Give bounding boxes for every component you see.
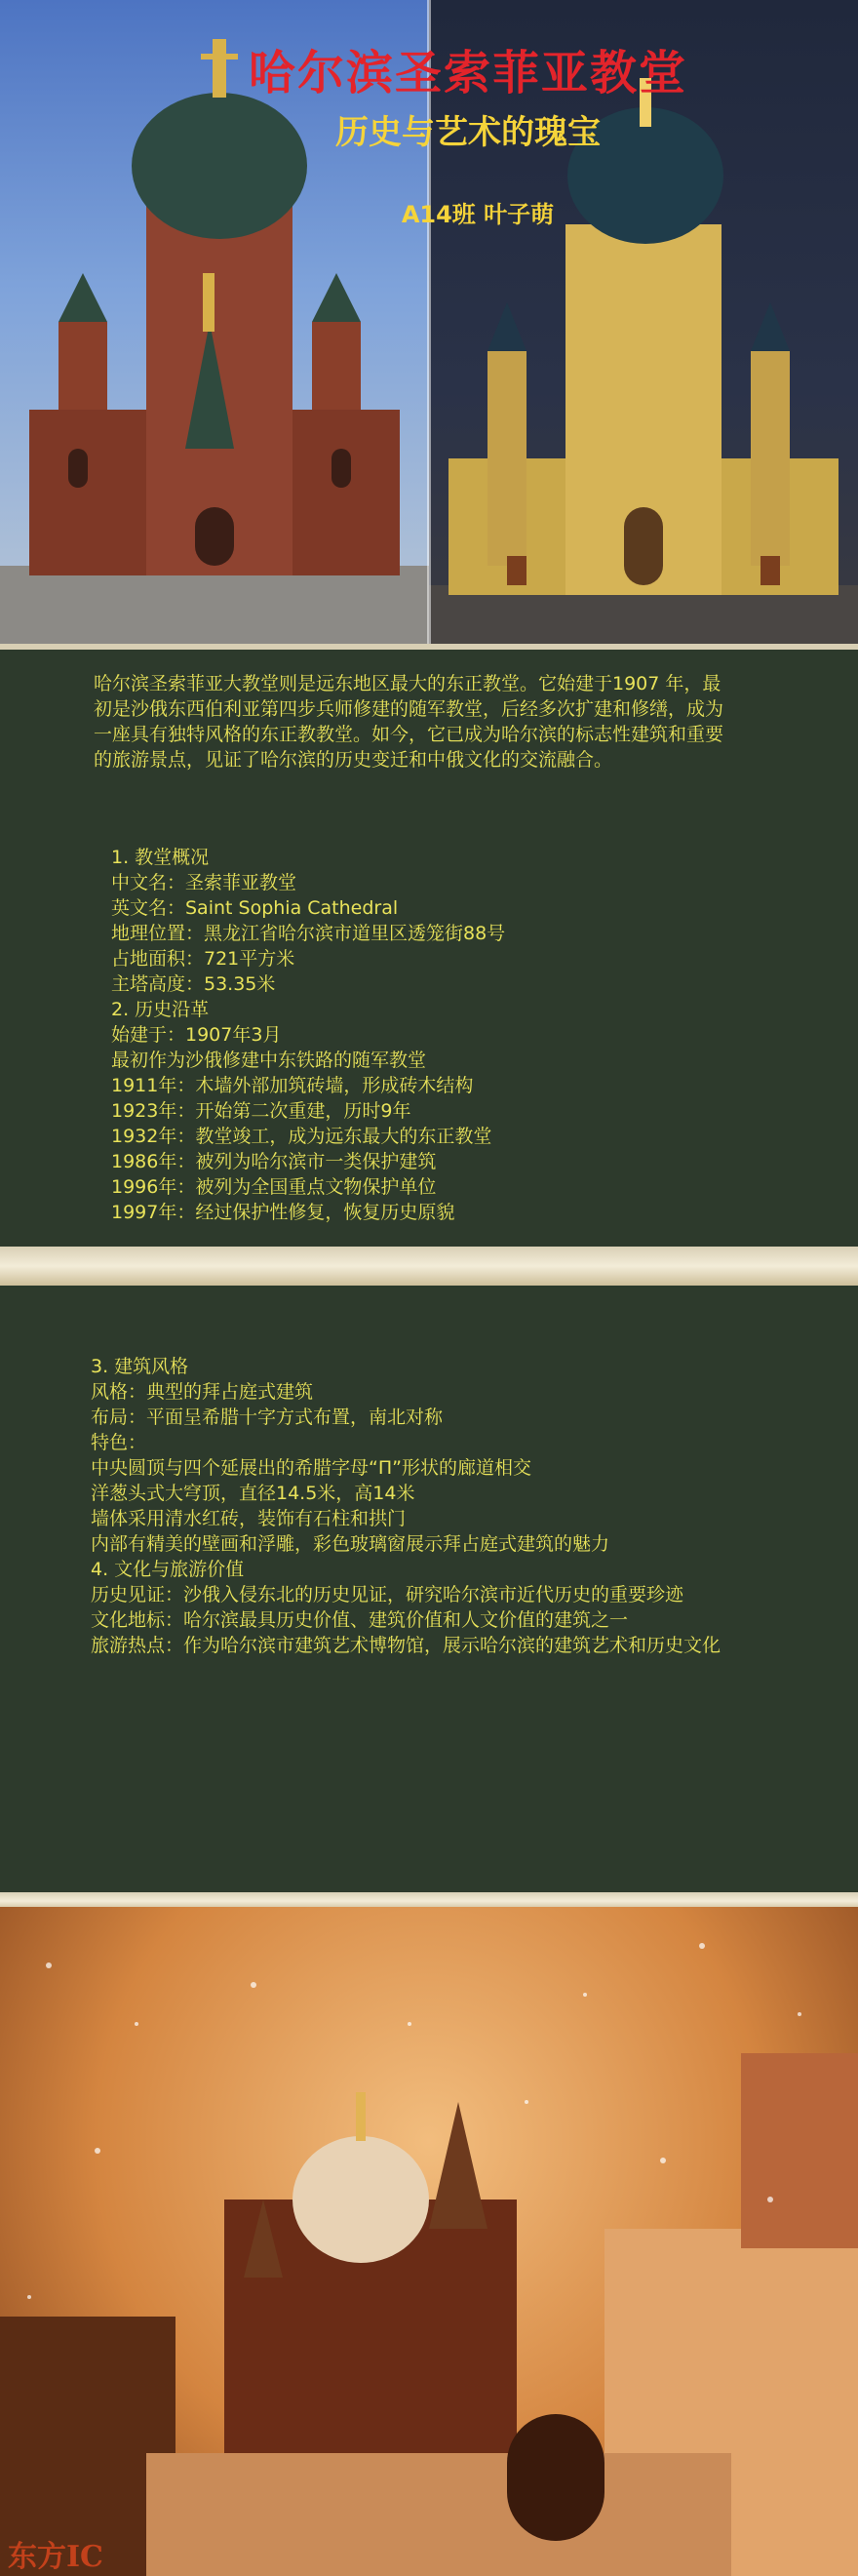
text-line: 占地面积：721平方米 xyxy=(111,948,295,970)
author-label: A14班 叶子萌 xyxy=(401,201,555,228)
text-line: 1996年：被列为全国重点文物保护单位 xyxy=(111,1176,437,1198)
snow-cathedral-illustration xyxy=(0,1907,858,2576)
text-line: 地理位置：黑龙江省哈尔滨市道里区透笼街88号 xyxy=(111,923,506,944)
hero-photo-collage xyxy=(0,0,858,644)
board-frame-separator xyxy=(0,1247,858,1286)
text-line: 内部有精美的壁画和浮雕，彩色玻璃窗展示拜占庭式建筑的魅力 xyxy=(91,1533,610,1555)
page-title: 哈尔滨圣索菲亚教堂 xyxy=(248,46,687,100)
text-line: 1932年：教堂竣工，成为远东最大的东正教堂 xyxy=(111,1126,492,1147)
text-line: 2. 历史沿革 xyxy=(111,999,210,1020)
text-line: 英文名：Saint Sophia Cathedral xyxy=(111,897,399,919)
text-line: 1986年：被列为哈尔滨市一类保护建筑 xyxy=(111,1151,437,1172)
text-line: 布局：平面呈希腊十字方式布置，南北对称 xyxy=(91,1407,444,1428)
text-line: 4. 文化与旅游价值 xyxy=(91,1559,245,1580)
text-line: 墙体采用清水红砖，装饰有石柱和拱门 xyxy=(91,1508,407,1529)
text-line: 中央圆顶与四个延展出的希腊字母“П”形状的廊道相交 xyxy=(91,1457,531,1479)
text-line: 中文名：圣索菲亚教堂 xyxy=(111,872,297,893)
snow-night-cathedral-photo xyxy=(0,1907,858,2576)
text-line: 最初作为沙俄修建中东铁路的随军教堂 xyxy=(111,1050,427,1071)
text-line: 1923年：开始第二次重建，历时9年 xyxy=(111,1100,411,1122)
text-line: 1997年：经过保护性修复，恢复历史原貌 xyxy=(111,1202,455,1223)
text-line: 风格：典型的拜占庭式建筑 xyxy=(91,1381,314,1403)
text-line: 文化地标：哈尔滨最具历史价值、建筑价值和人文价值的建筑之一 xyxy=(91,1609,629,1631)
text-line: 1. 教堂概况 xyxy=(111,847,210,868)
text-line: 主塔高度：53.35米 xyxy=(111,973,276,995)
architecture-culture-list xyxy=(91,1354,812,1658)
text-line: 3. 建筑风格 xyxy=(91,1356,189,1377)
text-line: 1911年：木墙外部加筑砖墙，形成砖木结构 xyxy=(111,1075,474,1096)
intro-paragraph: 哈尔滨圣索菲亚大教堂则是远东地区最大的东正教堂。它始建于1907 年，最初是沙俄东西伯利亚第四步兵师修建的随军教堂，后经多次扩建和修缮，成为一座具有独特风格的东正教教堂。如今，它已成为哈尔滨的标志性建筑和重要的旅游景点，见证了哈尔滨的历史变迁和中俄文化的交流融合。 xyxy=(94,673,724,771)
text-line: 始建于：1907年3月 xyxy=(111,1024,282,1046)
text-line: 特色： xyxy=(91,1432,147,1453)
page-subtitle: 历史与艺术的瑰宝 xyxy=(335,113,601,152)
overview-history-list xyxy=(111,845,794,1225)
watermark-logo: 东方IC xyxy=(8,2540,103,2574)
text-line: 历史见证：沙俄入侵东北的历史见证，研究哈尔滨市近代历史的重要珍迹 xyxy=(91,1584,684,1605)
text-line: 旅游热点：作为哈尔滨市建筑艺术博物馆，展示哈尔滨的建筑艺术和历史文化 xyxy=(91,1635,722,1656)
text-line: 洋葱头式大穹顶，直径14.5米，高14米 xyxy=(91,1483,415,1504)
